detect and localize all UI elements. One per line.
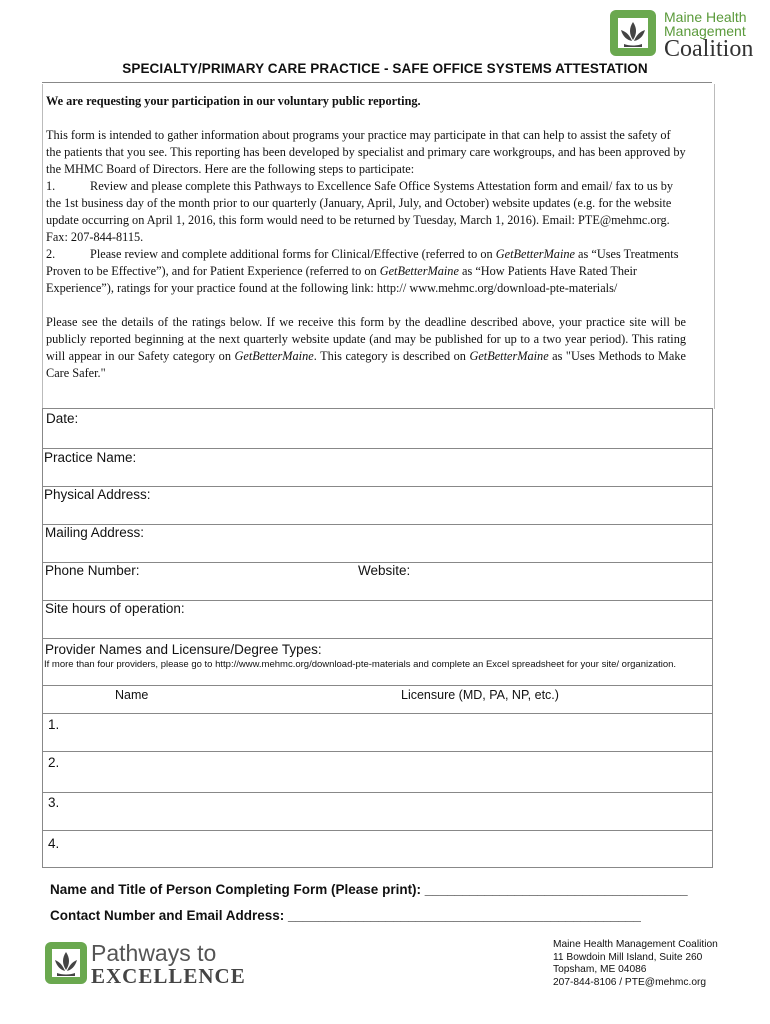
provider-row-number: 2. <box>48 755 60 770</box>
date-label: Date: <box>46 411 79 426</box>
step-2-text-c: as “How Patients Have Rated Their Experience”), ratings for your practice found at the following link: http:// www.mehmc.org/download-pte-materials/ <box>46 264 637 295</box>
ratings-brand-a: GetBetterMaine <box>234 349 314 363</box>
step-2-brand-b: GetBetterMaine <box>379 264 459 278</box>
step-1-number: 1. <box>46 179 56 193</box>
provider-row-3[interactable] <box>43 792 712 831</box>
mhmc-logo <box>608 8 760 60</box>
date-row[interactable] <box>43 409 712 449</box>
website-label: Website: <box>358 563 411 578</box>
ratings-paragraph <box>46 314 686 382</box>
phone-label: Phone Number: <box>45 563 140 578</box>
intro-heading: We are requesting your participation in our voluntary public reporting. <box>46 94 421 108</box>
completer-line[interactable]: Name and Title of Person Completing Form (Please print): ___________________________________ <box>50 882 688 897</box>
intro-paragraph: This form is intended to gather information about programs your practice may participate in that can help to assist the safety of the patients that you see. This reporting has been developed by specialist and primary care workgroups, and has been approved by the MHMC Board of Directors. Here are the following steps to participate: <box>46 128 686 176</box>
step-2-text-b: as “Uses Treatments Proven to be Effective”), and for Patient Experience (referred to on <box>46 247 679 278</box>
contact-line[interactable]: Contact Number and Email Address: _______________________________________________ <box>50 908 641 923</box>
lotus-logo-icon <box>610 10 656 56</box>
address-contact: 207-844-8106 / PTE@mehmc.org <box>553 976 707 988</box>
practice-name-label: Practice Name: <box>44 450 137 465</box>
hours-row[interactable] <box>43 600 712 639</box>
provider-header-row <box>43 685 712 714</box>
provider-row-number: 4. <box>48 836 60 851</box>
hours-label: Site hours of operation: <box>45 601 185 616</box>
providers-label: Provider Names and Licensure/Degree Types: <box>45 642 322 657</box>
physical-address-row[interactable] <box>43 486 712 525</box>
step-2-number: 2. <box>46 247 56 261</box>
logo-line-3: Coalition <box>664 36 754 62</box>
step-2-text-a: Please review and complete additional forms for Clinical/Effective (referred to on <box>90 247 496 261</box>
page-title: SPECIALTY/PRIMARY CARE PRACTICE - SAFE OFFICE SYSTEMS ATTESTATION <box>122 61 648 76</box>
logo-line-2: Management <box>664 23 746 39</box>
pathways-logo <box>45 940 255 990</box>
footer-address <box>553 939 718 989</box>
step-1-text: Review and please complete this Pathways to Excellence Safe Office Systems Attestation form and email/ fax to us by the 1st business day of the month prior to our quarterly (January, April, July, and October) website updates (e.g. for the website update occurring on April 1, 2016, this form would need to be returned by Tuesday, March 1, 2016). Email: PTE@mehmc.org. Fax: 207-844-8115. <box>46 179 674 244</box>
mailing-address-row[interactable] <box>43 524 712 563</box>
step-2 <box>46 246 686 297</box>
providers-row <box>43 638 712 686</box>
step-1 <box>46 178 686 246</box>
phone-website-row[interactable] <box>43 562 712 601</box>
ratings-text-c: as "Uses Methods to Make Care Safer." <box>46 349 686 380</box>
logo-line-1: Maine Health <box>664 9 747 25</box>
physical-address-label: Physical Address: <box>44 487 151 502</box>
ratings-brand-b: GetBetterMaine <box>469 349 549 363</box>
address-street: 11 Bowdoin Mill Island, Suite 260 <box>553 951 703 963</box>
providers-note: If more than four providers, please go to http://www.mehmc.org/download-pte-materials and complete an Excel spreadsheet for your site/ organization. <box>44 659 677 670</box>
ratings-text-b: . This category is described on <box>313 349 470 363</box>
practice-name-row[interactable] <box>43 448 712 487</box>
intro-text <box>46 93 686 382</box>
provider-row-2[interactable] <box>43 751 712 793</box>
pathways-logo-line-2: EXCELLENCE <box>91 964 246 988</box>
address-org: Maine Health Management Coalition <box>553 939 718 950</box>
address-city: Topsham, ME 04086 <box>553 964 647 975</box>
provider-row-number: 3. <box>48 795 60 810</box>
mailing-address-label: Mailing Address: <box>45 525 145 540</box>
provider-row-number: 1. <box>48 717 60 732</box>
provider-row-1[interactable] <box>43 713 712 752</box>
lotus-logo-icon <box>45 942 87 984</box>
practice-info-form <box>42 408 713 868</box>
ratings-text-a: Please see the details of the ratings below. If we receive this form by the deadline described above, your practice site will be publicly reported beginning at the next quarterly website update (and may be published for up to a two year period). This rating will appear in our Safety category on <box>46 315 686 363</box>
title-divider <box>42 82 712 83</box>
name-column-header: Name <box>115 688 149 702</box>
provider-row-4[interactable] <box>43 830 712 867</box>
licensure-column-header: Licensure (MD, PA, NP, etc.) <box>401 688 559 702</box>
step-2-brand-a: GetBetterMaine <box>495 247 575 261</box>
pathways-logo-line-1: Pathways to <box>91 940 217 966</box>
